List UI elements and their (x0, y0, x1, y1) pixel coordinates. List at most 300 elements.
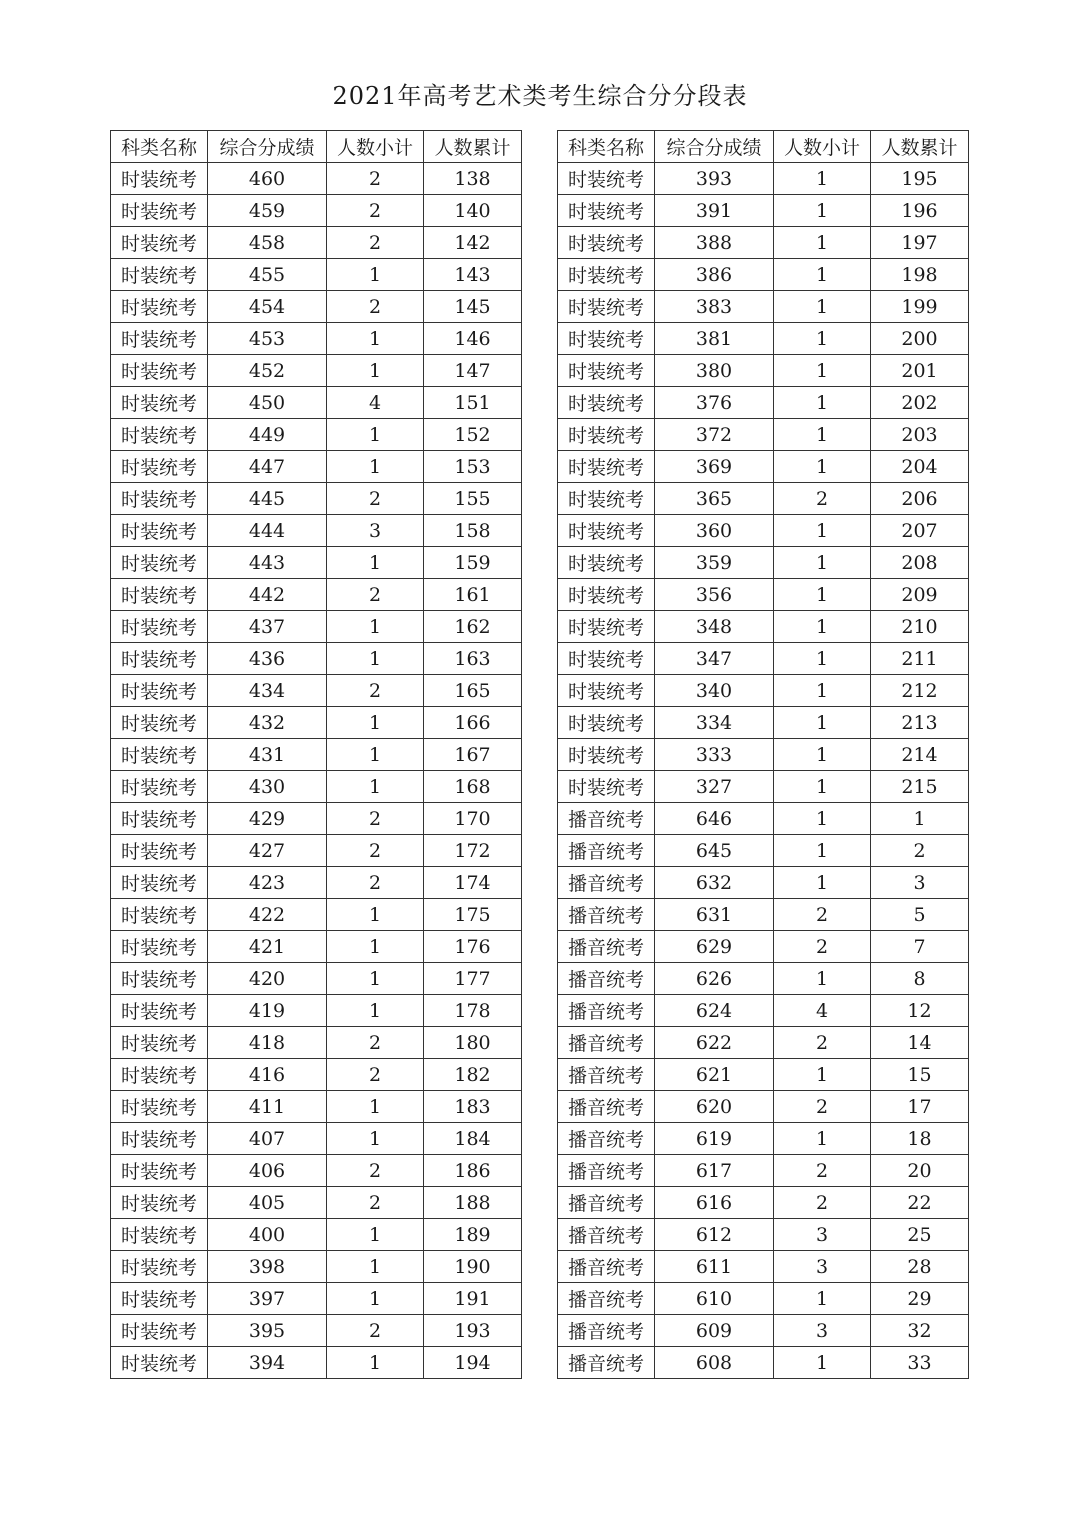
cell-count: 2 (774, 1187, 871, 1219)
cell-count: 1 (327, 771, 424, 803)
cell-category: 时装统考 (111, 1219, 208, 1251)
header-score: 综合分成绩 (655, 131, 774, 163)
cell-cumulative: 180 (424, 1027, 522, 1059)
cell-count: 2 (774, 899, 871, 931)
cell-cumulative: 175 (424, 899, 522, 931)
table-row (111, 1219, 522, 1251)
cell-cumulative: 184 (424, 1123, 522, 1155)
cell-category: 时装统考 (111, 227, 208, 259)
cell-score: 449 (208, 419, 327, 451)
cell-cumulative: 15 (871, 1059, 969, 1091)
cell-count: 1 (774, 739, 871, 771)
table-row (111, 483, 522, 515)
cell-score: 609 (655, 1315, 774, 1347)
cell-cumulative: 170 (424, 803, 522, 835)
table-row (558, 1251, 969, 1283)
cell-score: 391 (655, 195, 774, 227)
cell-cumulative: 198 (871, 259, 969, 291)
cell-cumulative: 159 (424, 547, 522, 579)
cell-score: 365 (655, 483, 774, 515)
cell-cumulative: 209 (871, 579, 969, 611)
header-count: 人数小计 (327, 131, 424, 163)
cell-count: 2 (327, 195, 424, 227)
cell-cumulative: 8 (871, 963, 969, 995)
cell-cumulative: 213 (871, 707, 969, 739)
cell-category: 播音统考 (558, 1251, 655, 1283)
cell-count: 1 (327, 739, 424, 771)
cell-score: 626 (655, 963, 774, 995)
cell-category: 时装统考 (558, 579, 655, 611)
cell-score: 393 (655, 163, 774, 195)
cell-count: 2 (327, 803, 424, 835)
cell-count: 1 (327, 1219, 424, 1251)
cell-cumulative: 12 (871, 995, 969, 1027)
table-row (558, 163, 969, 195)
cell-category: 时装统考 (111, 1347, 208, 1379)
cell-category: 播音统考 (558, 899, 655, 931)
table-row (558, 227, 969, 259)
cell-category: 时装统考 (558, 195, 655, 227)
cell-score: 447 (208, 451, 327, 483)
cell-score: 359 (655, 547, 774, 579)
table-row (558, 195, 969, 227)
table-row (111, 355, 522, 387)
cell-category: 时装统考 (111, 1059, 208, 1091)
cell-category: 时装统考 (111, 1027, 208, 1059)
cell-category: 时装统考 (558, 771, 655, 803)
cell-cumulative: 153 (424, 451, 522, 483)
cell-category: 时装统考 (111, 1187, 208, 1219)
cell-category: 时装统考 (111, 195, 208, 227)
cell-count: 1 (774, 323, 871, 355)
cell-score: 442 (208, 579, 327, 611)
cell-score: 406 (208, 1155, 327, 1187)
cell-count: 2 (327, 1027, 424, 1059)
cell-cumulative: 147 (424, 355, 522, 387)
cell-count: 1 (774, 227, 871, 259)
cell-score: 397 (208, 1283, 327, 1315)
cell-score: 348 (655, 611, 774, 643)
cell-category: 时装统考 (111, 483, 208, 515)
cell-cumulative: 1 (871, 803, 969, 835)
table-row (111, 547, 522, 579)
cell-score: 381 (655, 323, 774, 355)
cell-category: 时装统考 (111, 1091, 208, 1123)
cell-cumulative: 211 (871, 643, 969, 675)
cell-score: 421 (208, 931, 327, 963)
table-row (111, 867, 522, 899)
cell-score: 622 (655, 1027, 774, 1059)
cell-category: 时装统考 (111, 451, 208, 483)
table-row (558, 1219, 969, 1251)
table-row (558, 451, 969, 483)
table-row (111, 1091, 522, 1123)
table-row (558, 259, 969, 291)
cell-cumulative: 33 (871, 1347, 969, 1379)
cell-count: 2 (327, 579, 424, 611)
score-table-right (557, 130, 969, 1379)
table-row (111, 995, 522, 1027)
table-row (558, 1091, 969, 1123)
cell-count: 1 (774, 547, 871, 579)
cell-count: 1 (774, 1347, 871, 1379)
table-row (111, 291, 522, 323)
cell-count: 1 (774, 579, 871, 611)
cell-score: 418 (208, 1027, 327, 1059)
cell-count: 2 (774, 1155, 871, 1187)
cell-count: 1 (774, 163, 871, 195)
table-row (111, 1315, 522, 1347)
cell-score: 620 (655, 1091, 774, 1123)
cell-cumulative: 208 (871, 547, 969, 579)
cell-count: 1 (327, 1123, 424, 1155)
cell-count: 1 (774, 643, 871, 675)
cell-cumulative: 2 (871, 835, 969, 867)
cell-score: 432 (208, 707, 327, 739)
cell-score: 617 (655, 1155, 774, 1187)
cell-score: 356 (655, 579, 774, 611)
cell-cumulative: 190 (424, 1251, 522, 1283)
cell-score: 437 (208, 611, 327, 643)
cell-cumulative: 214 (871, 739, 969, 771)
cell-category: 时装统考 (111, 163, 208, 195)
cell-count: 1 (774, 259, 871, 291)
table-row (111, 739, 522, 771)
cell-category: 时装统考 (558, 675, 655, 707)
cell-count: 1 (774, 355, 871, 387)
table-row (558, 323, 969, 355)
table-row (558, 1059, 969, 1091)
cell-category: 时装统考 (558, 611, 655, 643)
table-row (558, 899, 969, 931)
cell-count: 2 (327, 291, 424, 323)
cell-category: 播音统考 (558, 803, 655, 835)
cell-score: 450 (208, 387, 327, 419)
cell-category: 时装统考 (111, 419, 208, 451)
table-row (558, 419, 969, 451)
cell-cumulative: 182 (424, 1059, 522, 1091)
cell-count: 2 (327, 163, 424, 195)
cell-count: 1 (774, 1283, 871, 1315)
cell-cumulative: 29 (871, 1283, 969, 1315)
cell-cumulative: 161 (424, 579, 522, 611)
cell-score: 369 (655, 451, 774, 483)
cell-count: 1 (774, 803, 871, 835)
table-row (111, 771, 522, 803)
cell-category: 播音统考 (558, 1315, 655, 1347)
table-row (111, 387, 522, 419)
cell-count: 1 (774, 419, 871, 451)
cell-count: 1 (327, 611, 424, 643)
table-row (111, 1187, 522, 1219)
header-cumulative: 人数累计 (871, 131, 969, 163)
cell-cumulative: 142 (424, 227, 522, 259)
table-row (111, 195, 522, 227)
table-row (111, 803, 522, 835)
cell-score: 459 (208, 195, 327, 227)
table-row (558, 611, 969, 643)
table-row (558, 931, 969, 963)
cell-category: 时装统考 (111, 867, 208, 899)
cell-score: 443 (208, 547, 327, 579)
cell-category: 播音统考 (558, 963, 655, 995)
cell-category: 时装统考 (111, 675, 208, 707)
table-row (558, 355, 969, 387)
table-row (558, 515, 969, 547)
cell-score: 631 (655, 899, 774, 931)
cell-score: 360 (655, 515, 774, 547)
cell-count: 2 (327, 1315, 424, 1347)
cell-category: 播音统考 (558, 1155, 655, 1187)
cell-category: 时装统考 (558, 451, 655, 483)
cell-count: 3 (774, 1251, 871, 1283)
cell-category: 时装统考 (111, 995, 208, 1027)
cell-score: 416 (208, 1059, 327, 1091)
cell-score: 386 (655, 259, 774, 291)
cell-category: 时装统考 (558, 355, 655, 387)
cell-count: 1 (327, 963, 424, 995)
cell-cumulative: 28 (871, 1251, 969, 1283)
cell-cumulative: 168 (424, 771, 522, 803)
table-row (111, 899, 522, 931)
cell-cumulative: 207 (871, 515, 969, 547)
cell-cumulative: 172 (424, 835, 522, 867)
cell-count: 1 (774, 387, 871, 419)
cell-score: 411 (208, 1091, 327, 1123)
cell-category: 时装统考 (111, 291, 208, 323)
cell-category: 播音统考 (558, 1091, 655, 1123)
table-row (558, 675, 969, 707)
cell-score: 388 (655, 227, 774, 259)
cell-score: 436 (208, 643, 327, 675)
table-row (558, 579, 969, 611)
cell-category: 时装统考 (558, 643, 655, 675)
score-table-left (110, 130, 522, 1379)
table-row (558, 1155, 969, 1187)
cell-score: 608 (655, 1347, 774, 1379)
cell-count: 1 (327, 995, 424, 1027)
cell-category: 时装统考 (558, 419, 655, 451)
cell-count: 1 (327, 1283, 424, 1315)
cell-count: 2 (774, 1091, 871, 1123)
cell-score: 395 (208, 1315, 327, 1347)
header-category: 科类名称 (558, 131, 655, 163)
cell-score: 452 (208, 355, 327, 387)
cell-score: 458 (208, 227, 327, 259)
cell-score: 621 (655, 1059, 774, 1091)
cell-cumulative: 193 (424, 1315, 522, 1347)
table-row (111, 675, 522, 707)
header-count: 人数小计 (774, 131, 871, 163)
table-row (558, 1347, 969, 1379)
cell-score: 372 (655, 419, 774, 451)
cell-score: 619 (655, 1123, 774, 1155)
header-score: 综合分成绩 (208, 131, 327, 163)
cell-count: 1 (327, 419, 424, 451)
cell-category: 时装统考 (111, 1123, 208, 1155)
cell-count: 1 (327, 259, 424, 291)
cell-cumulative: 188 (424, 1187, 522, 1219)
cell-score: 420 (208, 963, 327, 995)
cell-cumulative: 199 (871, 291, 969, 323)
cell-cumulative: 155 (424, 483, 522, 515)
cell-category: 时装统考 (111, 803, 208, 835)
table-row (111, 963, 522, 995)
cell-cumulative: 204 (871, 451, 969, 483)
cell-count: 1 (774, 451, 871, 483)
cell-category: 播音统考 (558, 1059, 655, 1091)
cell-score: 624 (655, 995, 774, 1027)
cell-cumulative: 210 (871, 611, 969, 643)
cell-category: 时装统考 (558, 323, 655, 355)
cell-category: 时装统考 (111, 771, 208, 803)
cell-category: 时装统考 (111, 707, 208, 739)
cell-count: 2 (327, 1187, 424, 1219)
cell-score: 394 (208, 1347, 327, 1379)
cell-category: 时装统考 (111, 323, 208, 355)
table-row (111, 643, 522, 675)
cell-score: 400 (208, 1219, 327, 1251)
cell-cumulative: 162 (424, 611, 522, 643)
table-row (111, 419, 522, 451)
cell-cumulative: 189 (424, 1219, 522, 1251)
cell-category: 时装统考 (111, 611, 208, 643)
cell-score: 347 (655, 643, 774, 675)
cell-category: 播音统考 (558, 1347, 655, 1379)
cell-category: 时装统考 (558, 739, 655, 771)
cell-category: 播音统考 (558, 1219, 655, 1251)
cell-category: 播音统考 (558, 1187, 655, 1219)
table-header-row (558, 131, 969, 163)
cell-cumulative: 178 (424, 995, 522, 1027)
cell-category: 时装统考 (111, 547, 208, 579)
cell-category: 时装统考 (111, 643, 208, 675)
cell-cumulative: 145 (424, 291, 522, 323)
cell-cumulative: 167 (424, 739, 522, 771)
table-row (558, 547, 969, 579)
cell-count: 2 (327, 867, 424, 899)
cell-cumulative: 174 (424, 867, 522, 899)
cell-count: 2 (774, 931, 871, 963)
cell-category: 时装统考 (111, 739, 208, 771)
cell-cumulative: 194 (424, 1347, 522, 1379)
table-row (558, 643, 969, 675)
cell-score: 646 (655, 803, 774, 835)
cell-category: 时装统考 (111, 1283, 208, 1315)
cell-score: 616 (655, 1187, 774, 1219)
cell-count: 1 (327, 323, 424, 355)
table-row (111, 1123, 522, 1155)
cell-count: 1 (327, 547, 424, 579)
cell-cumulative: 177 (424, 963, 522, 995)
cell-score: 423 (208, 867, 327, 899)
table-row (558, 835, 969, 867)
cell-score: 429 (208, 803, 327, 835)
cell-category: 时装统考 (558, 163, 655, 195)
table-row (558, 1315, 969, 1347)
cell-count: 1 (327, 707, 424, 739)
cell-count: 1 (327, 931, 424, 963)
cell-score: 632 (655, 867, 774, 899)
cell-score: 405 (208, 1187, 327, 1219)
cell-category: 时装统考 (558, 515, 655, 547)
cell-count: 3 (327, 515, 424, 547)
cell-category: 时装统考 (111, 899, 208, 931)
cell-cumulative: 5 (871, 899, 969, 931)
cell-count: 1 (774, 835, 871, 867)
table-row (111, 1251, 522, 1283)
table-row (111, 579, 522, 611)
cell-cumulative: 14 (871, 1027, 969, 1059)
cell-count: 2 (774, 1027, 871, 1059)
cell-category: 播音统考 (558, 995, 655, 1027)
cell-count: 1 (774, 867, 871, 899)
table-row (558, 963, 969, 995)
page-title: 2021年高考艺术类考生综合分分段表 (332, 82, 748, 110)
cell-category: 播音统考 (558, 835, 655, 867)
cell-score: 611 (655, 1251, 774, 1283)
cell-category: 时装统考 (111, 835, 208, 867)
cell-category: 时装统考 (111, 931, 208, 963)
table-row (111, 1283, 522, 1315)
table-row (111, 1347, 522, 1379)
cell-count: 1 (327, 1091, 424, 1123)
cell-score: 455 (208, 259, 327, 291)
cell-cumulative: 212 (871, 675, 969, 707)
cell-count: 1 (327, 643, 424, 675)
cell-category: 时装统考 (558, 387, 655, 419)
cell-cumulative: 20 (871, 1155, 969, 1187)
cell-cumulative: 7 (871, 931, 969, 963)
cell-cumulative: 163 (424, 643, 522, 675)
cell-score: 610 (655, 1283, 774, 1315)
cell-cumulative: 3 (871, 867, 969, 899)
cell-count: 2 (327, 227, 424, 259)
table-row (558, 483, 969, 515)
cell-score: 431 (208, 739, 327, 771)
table-row (558, 707, 969, 739)
table-row (111, 707, 522, 739)
cell-score: 422 (208, 899, 327, 931)
cell-count: 1 (774, 291, 871, 323)
table-row (558, 739, 969, 771)
cell-cumulative: 206 (871, 483, 969, 515)
cell-category: 时装统考 (111, 387, 208, 419)
cell-category: 时装统考 (111, 1155, 208, 1187)
cell-category: 时装统考 (558, 547, 655, 579)
table-row (558, 291, 969, 323)
cell-cumulative: 197 (871, 227, 969, 259)
cell-cumulative: 165 (424, 675, 522, 707)
cell-count: 1 (327, 899, 424, 931)
cell-category: 时装统考 (558, 291, 655, 323)
cell-category: 时装统考 (558, 483, 655, 515)
cell-cumulative: 152 (424, 419, 522, 451)
cell-cumulative: 146 (424, 323, 522, 355)
cell-count: 4 (327, 387, 424, 419)
cell-score: 334 (655, 707, 774, 739)
cell-count: 1 (774, 675, 871, 707)
cell-count: 1 (327, 355, 424, 387)
cell-cumulative: 196 (871, 195, 969, 227)
cell-category: 播音统考 (558, 1123, 655, 1155)
cell-cumulative: 17 (871, 1091, 969, 1123)
cell-cumulative: 22 (871, 1187, 969, 1219)
cell-category: 播音统考 (558, 1283, 655, 1315)
table-row (558, 995, 969, 1027)
cell-score: 434 (208, 675, 327, 707)
table-row (111, 515, 522, 547)
